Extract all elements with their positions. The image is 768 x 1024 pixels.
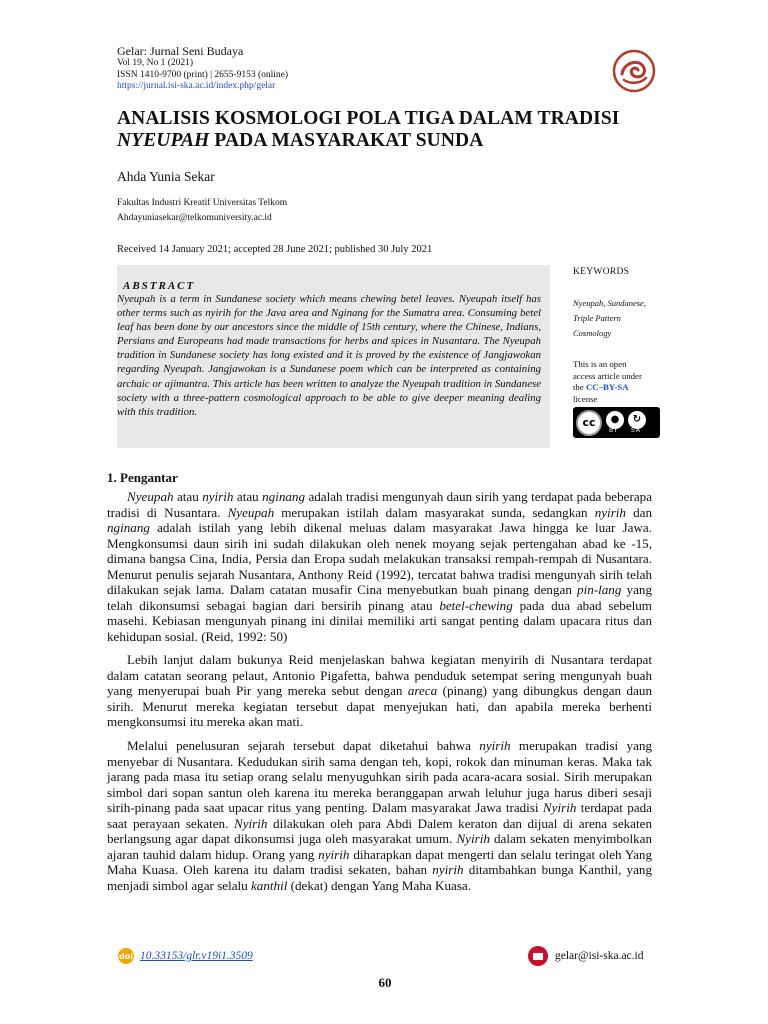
- footer-email[interactable]: gelar@isi-ska.ac.id: [555, 950, 644, 962]
- text-run: atau: [173, 489, 203, 504]
- issn-info: ISSN 1410-9700 (print) | 2655-9153 (online): [117, 69, 289, 80]
- text-run: (pinang) yang dibungkus dengan daun sirih. Menurut mereka kegiatan tersebut dapat menyejukan hati, dan apabila mereka berhenti mengkonsumsi itu mereka akan mati.: [107, 683, 652, 729]
- license-note: [573, 359, 683, 405]
- author-affiliation-block: [117, 196, 287, 226]
- italic-term: betel-chewing: [439, 597, 513, 613]
- license-pre: the: [573, 382, 586, 393]
- affiliation: Fakultas Industri Kreatif Universitas Telkom: [117, 198, 288, 208]
- author-email: Ahdayuniasekar@telkomuniversity.ac.id: [117, 213, 272, 223]
- section-heading: 1. Pengantar: [107, 470, 178, 485]
- publication-dates: Received 14 January 2021; accepted 28 June 2021; published 30 July 2021: [117, 244, 433, 255]
- text-run: Lebih lanjut dalam bukunya Reid menjelaskan bahwa kegiatan menyirih di Nusantara terdapat dalam catatan seorang pelaut, Antonio Pigafetta, bahwa penduduk setempat sering mengunyah buah yang menyerupai buah Pir yang mereka sebut dengan: [107, 652, 652, 698]
- doi-link[interactable]: 10.33153/glr.v19i1.3509: [140, 950, 253, 962]
- doi-icon: doi: [118, 948, 134, 964]
- keyword-item: Triple Pattern: [573, 313, 621, 323]
- text-run: adalah tradisi mengunyah daun sirih yang terdapat pada beberapa tradisi di Nusantara.: [107, 489, 653, 520]
- italic-term: areca: [407, 683, 438, 698]
- text-run: dilakukan oleh para Abdi Dalem keraton dan dijual di arena sekaten berlangsung agar dapat dikonsumsi juga oleh masyarakat umum.: [107, 815, 652, 846]
- text-run: (dekat) dengan Yang Maha Kuasa.: [287, 877, 471, 893]
- license-line: This is an open: [573, 359, 627, 369]
- body-paragraph-3: [107, 738, 652, 893]
- text-run: pada dua abad sebelum masehi. Kebiasan mengunyah pinang ini dinilai memiliki arti sangat penting dalam upacara ritus dan kehidupan sosial. (Reid, 1992: 50): [107, 597, 652, 644]
- cc-icon: cc: [576, 410, 602, 436]
- page-number: 60: [378, 975, 392, 990]
- license-line: [573, 382, 683, 394]
- journal-meta: [117, 58, 288, 93]
- body-paragraph-1: [107, 489, 652, 644]
- text-run: atau: [233, 489, 263, 504]
- title-line-2: [117, 130, 677, 152]
- text-run: adalah istilah yang lebih dikenal meluas dalam masyarakat Jawa hingga ke luar Jawa. Mengkonsumsi daun sirih ini sudah dilakukan oleh nenek moyang sejak pertengahan abad ke -15, dimana bangsa Cina, India, Persia dan Eropa sudah melakukan transaksi rempah-rempah di Nusantara. Menurut penulis sejarah Nusantara, Anthony Reid (1992), tercatat bahwa tradisi mengunyah sirih telah dilakukan sejak lama. Dalam catatan musafir Cina menyebutkan buah pinang dengan: [107, 520, 652, 597]
- italic-term: nyirih: [202, 489, 234, 504]
- title-line-1: ANALISIS KOSMOLOGI POLA TIGA DALAM TRADISI: [117, 108, 620, 129]
- abstract-heading: ABSTRACT: [123, 280, 196, 292]
- text-run: dan: [625, 504, 652, 520]
- journal-logo-icon: [610, 48, 658, 94]
- journal-name: Gelar: Jurnal Seni Budaya: [117, 44, 244, 58]
- italic-term: nyirih: [479, 738, 511, 753]
- license-line: license: [573, 393, 598, 404]
- keyword-item: Nyeupah, Sundanese,: [573, 298, 646, 308]
- italic-term: Nyeupah: [127, 489, 174, 504]
- text-run: diharapkan dapat mengerti dan selalu teringat oleh Yang Maha Kuasa. Oleh karena itu dalam tradisi sekaten, bahan: [107, 846, 652, 877]
- sa-share-alike-icon: ↻: [628, 411, 646, 429]
- text-run: merupakan tradisi yang menyebar di Nusantara. Kedudukan sirih sama dengan teh, kopi, rokok dan minuman keras. Maka tak jarang pada masa itu setiap orang selalu menyuguhkan sirih pada acara-acara sosial. Sirih merupakan simbol dari sopan santun oleh karena itu mereka beranggapan arwah leluhur juga harus diberi sesaji sirih-pinang pada saat upacar ritus yang penting. Dalam masyarakat Jawa tradisi: [107, 738, 652, 815]
- italic-term: Nyirih: [233, 815, 268, 831]
- italic-term: Nyeupah: [227, 504, 275, 520]
- text-run: terdapat pada saat perayaan sekaten.: [107, 800, 652, 831]
- text-run: Melalui penelusuran sejarah tersebut dapat diketahui bahwa: [127, 738, 480, 753]
- by-label: BY: [609, 426, 619, 434]
- license-line: access article under: [573, 370, 642, 381]
- italic-term: nginang: [262, 489, 306, 504]
- italic-term: nginang: [107, 520, 150, 535]
- by-attribution-icon: ●: [606, 411, 624, 429]
- author-name: Ahda Yunia Sekar: [117, 169, 215, 184]
- cc-by-sa-badge[interactable]: [573, 407, 660, 438]
- keyword-item: Cosmology: [573, 328, 612, 338]
- title-italic-term: NYEUPAH: [117, 130, 210, 151]
- journal-url-link[interactable]: https://jurnal.isi-ska.ac.id/index.php/gelar: [117, 81, 276, 91]
- keywords-heading: KEYWORDS: [573, 267, 630, 277]
- keywords-list: [573, 296, 646, 341]
- mail-icon: [528, 946, 548, 966]
- abstract-text: Nyeupah is a term in Sundanese society which means chewing betel leaves. Nyeupah itself has other terms such as nyirih for the Java area and Nginang for the Sumatra area. Consuming betel leaf has been done by our ancestors since the middle of 15th century, where the Chinese, Indians, Persians and Europeans had made transactions for herbs and spices in Nusantara. The Nyeupah tradition in Sundanese society has long existed and it is proved by the existence of Jangjawokan regarding Nyeupah. Jangjawokan is a Sundanese poem which can be interpreted as containing archaic or ajimantra. This article has been written to analyze the Nyeupah tradition in Sundanese society with a three-pattern cosmological approach to be able to give deeper meaning dealing with this tradition.: [117, 293, 541, 418]
- text-run: yang telah dikonsumsi sebagai bagian dari bersirih pinang atau: [107, 582, 652, 613]
- italic-term: Nyirih: [456, 831, 490, 846]
- paper-title: [117, 108, 677, 152]
- text-run: dalam sekaten menyimbolkan ajaran tauhid dalam hidup. Orang yang: [107, 831, 653, 862]
- italic-term: kanthil: [251, 877, 288, 893]
- license-link[interactable]: CC–BY-SA: [585, 382, 629, 393]
- italic-term: Nyirih: [542, 800, 577, 815]
- italic-term: nyirih: [318, 846, 350, 862]
- text-run: merupakan istilah dalam masyarakat sunda, sedangkan: [274, 504, 595, 520]
- text-run: ditambahkan bunga Kanthil, yang menjadi simbol agar selalu: [107, 862, 653, 893]
- volume-info: Vol 19, No 1 (2021): [117, 58, 194, 68]
- italic-term: nyirih: [594, 504, 626, 520]
- italic-term: pin-lang: [577, 582, 622, 597]
- italic-term: nyirih: [432, 862, 464, 877]
- sa-label: SA: [631, 426, 642, 434]
- title-line-2-rest: PADA MASYARAKAT SUNDA: [209, 130, 484, 151]
- body-paragraph-2: [107, 652, 652, 730]
